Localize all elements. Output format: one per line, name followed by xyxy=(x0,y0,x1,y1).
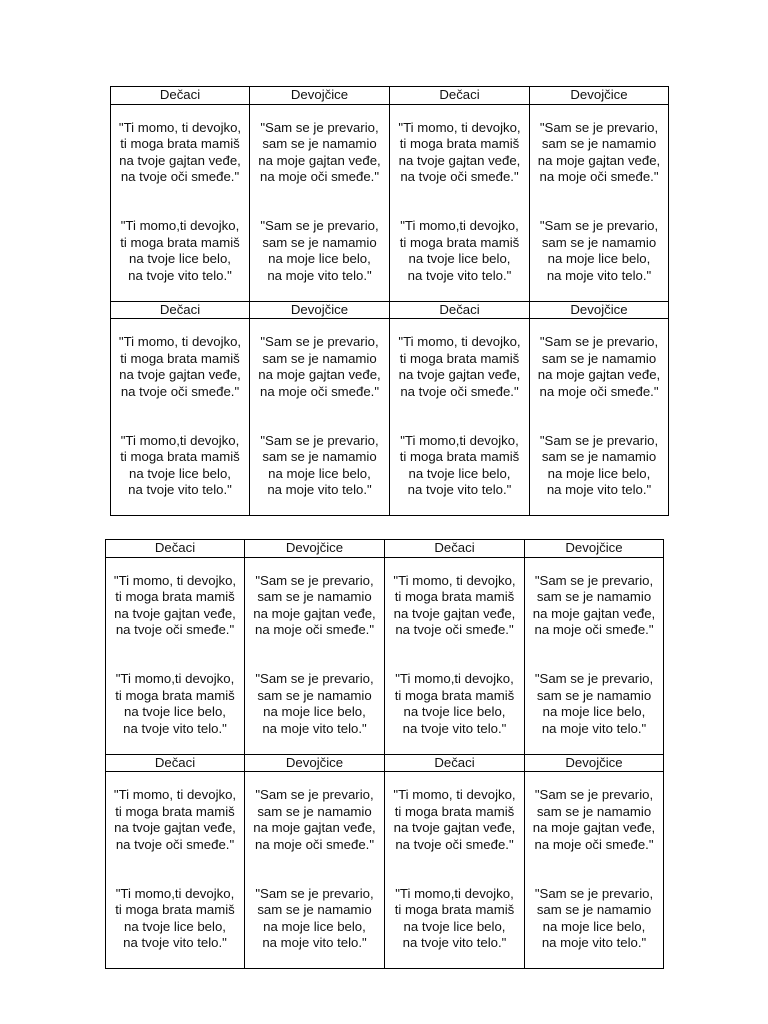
card-cell-decaci xyxy=(106,557,245,754)
verse-text: "Ti momo, ti devojko, ti moga brata mamiš na tvoje gajtan veđe, na tvoje oči smeđe." xyxy=(118,334,242,399)
card-cell-decaci xyxy=(111,319,250,516)
header-decaci: Dečaci xyxy=(390,87,530,105)
card-cell-devojcice xyxy=(525,772,664,969)
verse-text: "Sam se je prevario, sam se je namamio na moje gajtan veđe, na moje oči smeđe." xyxy=(258,119,381,185)
card-cell-decaci xyxy=(111,104,250,301)
verse-text: "Ti momo,ti devojko, ti moga brata mamiš na tvoje lice belo, na tvoje vito telo." xyxy=(399,432,520,498)
verse-text: "Sam se je prevario, sam se je namamio na moje gajtan veđe, na moje oči smeđe." xyxy=(537,119,661,185)
verse-text: "Sam se je prevario, sam se je namamio na moje gajtan veđe, na moje oči smeđe." xyxy=(532,787,656,852)
header-devojcice: Devojčice xyxy=(250,87,390,105)
card-cell-decaci xyxy=(390,319,530,516)
verse-text: "Ti momo,ti devojko, ti moga brata mamiš na tvoje lice belo, na tvoje vito telo." xyxy=(120,432,240,498)
card-cell-devojcice xyxy=(530,104,669,301)
header-devojcice: Devojčice xyxy=(525,754,664,772)
header-devojcice: Devojčice xyxy=(530,87,669,105)
verse-text: "Sam se je prevario, sam se je namamio na moje lice belo, na moje vito telo." xyxy=(255,885,374,951)
verse-text: "Sam se je prevario, sam se je namamio na moje gajtan veđe, na moje oči smeđe." xyxy=(253,572,376,638)
card-sheet-1 xyxy=(110,86,669,516)
verse-text: "Sam se je prevario, sam se je namamio na moje gajtan veđe, na moje oči smeđe." xyxy=(253,787,376,852)
header-devojcice: Devojčice xyxy=(245,754,385,772)
verse-text: "Sam se je prevario, sam se je namamio na moje lice belo, na moje vito telo." xyxy=(255,670,374,736)
verse-text: "Ti momo,ti devojko, ti moga brata mamiš na tvoje lice belo, na tvoje vito telo." xyxy=(120,217,240,283)
verse-text: "Sam se je prevario, sam se je namamio na moje gajtan veđe, na moje oči smeđe." xyxy=(532,572,656,638)
verse-text: "Ti momo, ti devojko, ti moga brata mamiš na tvoje gajtan veđe, na tvoje oči smeđe." xyxy=(393,787,516,852)
header-decaci: Dečaci xyxy=(106,754,245,772)
verse-text: "Sam se je prevario, sam se je namamio na moje lice belo, na moje vito telo." xyxy=(260,217,379,283)
card-cell-devojcice xyxy=(525,557,664,754)
header-decaci: Dečaci xyxy=(390,301,530,319)
header-devojcice: Devojčice xyxy=(525,540,664,558)
card-cell-devojcice xyxy=(245,772,385,969)
verse-row xyxy=(106,557,664,754)
header-decaci: Dečaci xyxy=(106,540,245,558)
verse-text: "Sam se je prevario, sam se je namamio na moje lice belo, na moje vito telo." xyxy=(539,217,659,283)
verse-text: "Sam se je prevario, sam se je namamio na moje lice belo, na moje vito telo." xyxy=(539,432,659,498)
header-row xyxy=(106,540,664,558)
verse-text: "Sam se je prevario, sam se je namamio na moje lice belo, na moje vito telo." xyxy=(260,432,379,498)
verse-row xyxy=(106,772,664,969)
card-cell-devojcice xyxy=(250,319,390,516)
verse-text: "Ti momo,ti devojko, ti moga brata mamiš na tvoje lice belo, na tvoje vito telo." xyxy=(394,885,515,951)
header-devojcice: Devojčice xyxy=(530,301,669,319)
verse-text: "Sam se je prevario, sam se je namamio na moje gajtan veđe, na moje oči smeđe." xyxy=(537,334,661,399)
header-row xyxy=(106,754,664,772)
card-cell-decaci xyxy=(106,772,245,969)
header-row xyxy=(111,87,669,105)
verse-text: "Ti momo, ti devojko, ti moga brata mamiš na tvoje gajtan veđe, na tvoje oči smeđe." xyxy=(113,787,237,852)
header-decaci: Dečaci xyxy=(385,540,525,558)
card-cell-decaci xyxy=(390,104,530,301)
verse-text: "Sam se je prevario, sam se je namamio na moje lice belo, na moje vito telo." xyxy=(534,885,654,951)
verse-text: "Sam se je prevario, sam se je namamio na moje lice belo, na moje vito telo." xyxy=(534,670,654,736)
header-row xyxy=(111,301,669,319)
verse-text: "Ti momo, ti devojko, ti moga brata mamiš na tvoje gajtan veđe, na tvoje oči smeđe." xyxy=(398,119,521,185)
verse-text: "Ti momo,ti devojko, ti moga brata mamiš na tvoje lice belo, na tvoje vito telo." xyxy=(115,670,235,736)
header-devojcice: Devojčice xyxy=(250,301,390,319)
verse-text: "Ti momo, ti devojko, ti moga brata mamiš na tvoje gajtan veđe, na tvoje oči smeđe." xyxy=(393,572,516,638)
verse-row xyxy=(111,104,669,301)
verse-text: "Ti momo,ti devojko, ti moga brata mamiš na tvoje lice belo, na tvoje vito telo." xyxy=(115,885,235,951)
header-decaci: Dečaci xyxy=(385,754,525,772)
card-cell-devojcice xyxy=(530,319,669,516)
header-devojcice: Devojčice xyxy=(245,540,385,558)
verse-text: "Ti momo,ti devojko, ti moga brata mamiš na tvoje lice belo, na tvoje vito telo." xyxy=(394,670,515,736)
header-decaci: Dečaci xyxy=(111,301,250,319)
card-cell-devojcice xyxy=(250,104,390,301)
card-sheet-2 xyxy=(105,539,664,969)
verse-text: "Ti momo, ti devojko, ti moga brata mamiš na tvoje gajtan veđe, na tvoje oči smeđe." xyxy=(113,572,237,638)
header-decaci: Dečaci xyxy=(111,87,250,105)
verse-text: "Sam se je prevario, sam se je namamio na moje gajtan veđe, na moje oči smeđe." xyxy=(258,334,381,399)
card-cell-decaci xyxy=(385,557,525,754)
verse-text: "Ti momo, ti devojko, ti moga brata mamiš na tvoje gajtan veđe, na tvoje oči smeđe." xyxy=(398,334,521,399)
verse-text: "Ti momo,ti devojko, ti moga brata mamiš na tvoje lice belo, na tvoje vito telo." xyxy=(399,217,520,283)
card-cell-decaci xyxy=(385,772,525,969)
card-cell-devojcice xyxy=(245,557,385,754)
verse-text: "Ti momo, ti devojko, ti moga brata mamiš na tvoje gajtan veđe, na tvoje oči smeđe." xyxy=(118,119,242,185)
verse-row xyxy=(111,319,669,516)
